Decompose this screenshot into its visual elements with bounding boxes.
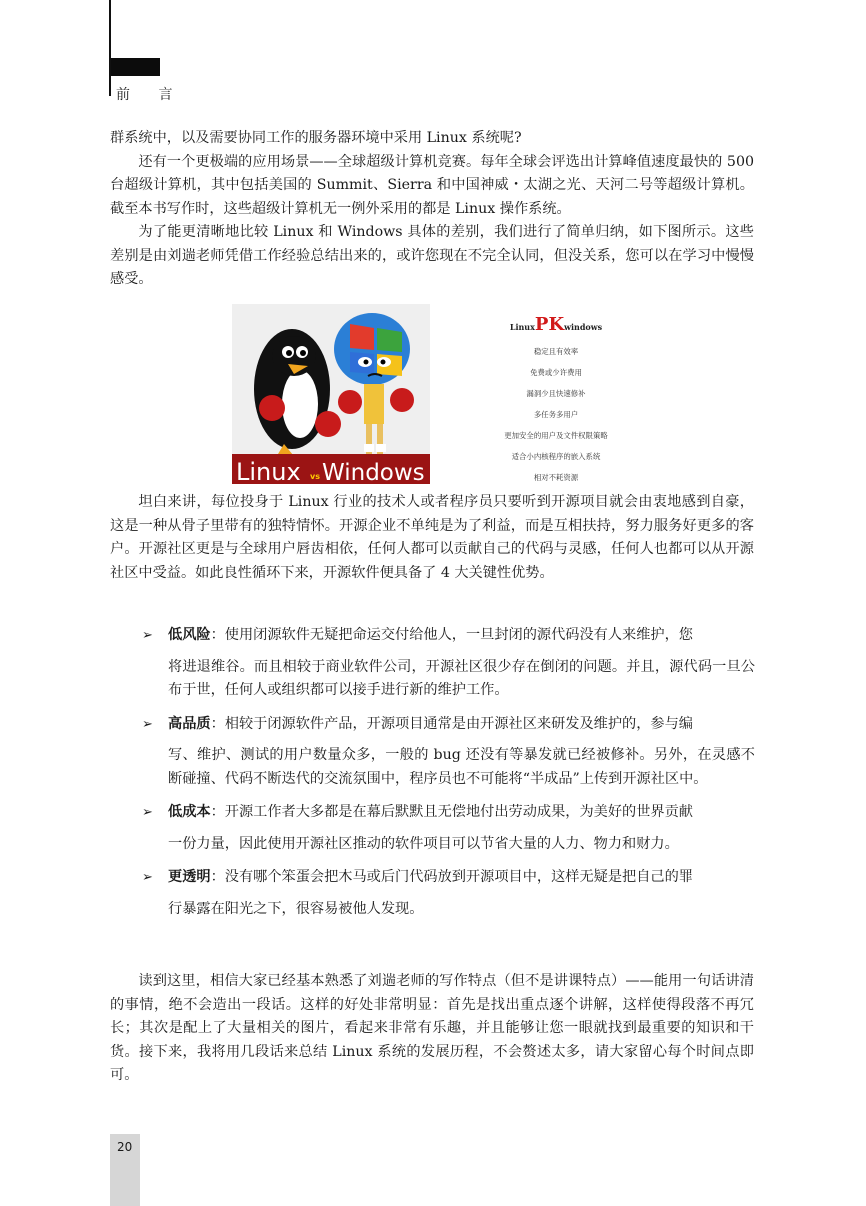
list-item-text: ：使用闭源软件无疑把命运交付给他人，一旦封闭的源代码没有人来维护，您 <box>210 627 693 643</box>
arrow-bullet-icon: ➢ <box>142 870 153 885</box>
banner-windows-text: Windows <box>322 460 425 484</box>
list-item <box>142 866 755 921</box>
linux-vs-windows-figure <box>232 304 640 486</box>
list-item-rest: 写、维护、测试的用户数量众多，一般的 bug 还没有等暴发就已经被修补。另外，在灵感不断碰撞、代码不断迭代的交流氛围中，程序员也不可能将“半成品”上传到开源社区中。 <box>168 747 755 787</box>
list-item-first-line <box>168 866 755 890</box>
paragraph: 读到这里，相信大家已经基本熟悉了刘遄老师的写作特点（但不是讲课特点）——能用一句话讲清的事情，绝不会造出一段话。这样的好处非常明显：首先是找出重点逐个讲解，这样使得段落不再冗长；其次是配上了大量相关的图片，看起来非常有乐趣，并且能够让您一眼就找到最重要的知识和干货。接下来，我将用几段话来总结 Linux 系统的发展历程，不会赘述太多，请大家留心每个时间点即可。 <box>110 973 754 1083</box>
comparison-row: 适合小内核程序的嵌入系统 <box>511 452 601 461</box>
title-pk: PK <box>534 314 565 335</box>
list-item-term: 高品质 <box>168 715 211 732</box>
comparison-row: 更加安全的用户及文件权限策略 <box>504 431 608 440</box>
page-number: 20 <box>117 1140 133 1154</box>
header-block <box>111 58 160 76</box>
list-item-first-line <box>168 801 755 825</box>
title-linux: Linux <box>509 322 535 332</box>
comparison-row: 漏洞少且快速修补 <box>526 389 586 398</box>
comparison-title <box>472 314 640 335</box>
title-windows: windows <box>564 322 603 332</box>
header-rule <box>109 0 111 96</box>
section-title: 前 言 <box>116 87 185 103</box>
list-item-term: 低成本 <box>168 804 211 820</box>
list-item-rest: 行暴露在阳光之下，很容易被他人发现。 <box>168 900 424 917</box>
list-item-rest: 一份力量，因此使用开源社区推动的软件项目可以节省大量的人力、物力和财力。 <box>168 835 679 852</box>
list-item-rest: 将进退维谷。而且相较于商业软件公司，开源社区很少存在倒闭的问题。并且，源代码一旦公布于世，任何人或组织都可以接手进行新的维护工作。 <box>168 658 755 698</box>
list-item-text: ：相较于闭源软件产品，开源项目通常是由开源社区来研发及维护的，参与编 <box>210 715 693 732</box>
comparison-row: 免费或少许费用 <box>530 368 582 377</box>
list-item-first-line <box>168 624 755 648</box>
arrow-bullet-icon: ➢ <box>142 628 153 643</box>
paragraph: 群系统中，以及需要协同工作的服务器环境中采用 Linux 系统呢? <box>110 130 522 146</box>
banner-vs-text: vs <box>310 472 320 481</box>
list-item <box>142 713 755 792</box>
list-item-term: 低风险 <box>168 627 211 643</box>
paragraph: 还有一个更极端的应用场景——全球超级计算机竞赛。每年全球会评选出计算峰值速度最快的 500 台超级计算机，其中包括美国的 Summit、Sierra 和中国神威・太湖之光、天河二号等超级计算机。截至本书写作时，这些超级计算机无一例外采用的都是 Linux 操作系统。 <box>110 153 754 217</box>
body-text-middle <box>110 491 754 585</box>
arrow-bullet-icon: ➢ <box>142 716 153 732</box>
arrow-bullet-icon: ➢ <box>142 805 153 820</box>
banner-linux-text: Linux <box>236 458 301 484</box>
boxing-cartoon-image <box>232 304 430 484</box>
comparison-row: 相对不耗资源 <box>533 473 579 482</box>
comparison-row: 稳定且有效率 <box>533 347 579 356</box>
paragraph: 为了能更清晰地比较 Linux 和 Windows 具体的差别，我们进行了简单归纳，如下图所示。这些差别是由刘遄老师凭借工作经验总结出来的，或许您现在不完全认同，但没关系，您可以在学习中慢慢感受。 <box>110 224 754 287</box>
comparison-table <box>472 304 640 484</box>
advantages-list <box>142 624 755 931</box>
body-text-top <box>110 127 754 292</box>
body-text-bottom <box>110 970 754 1088</box>
list-item <box>142 801 755 856</box>
list-item-text: ：没有哪个笨蛋会把木马或后门代码放到开源项目中，这样无疑是把自己的罪 <box>210 869 693 885</box>
list-item-term: 更透明 <box>168 869 211 885</box>
paragraph: 坦白来讲，每位投身于 Linux 行业的技术人或者程序员只要听到开源项目就会由衷地感到自豪，这是一种从骨子里带有的独特情怀。开源企业不单纯是为了利益，而是互相扶持，努力服务好更多的客户。开源社区更是与全球用户唇齿相依，任何人都可以贡献自己的代码与灵感，任何人也都可以从开源社区中受益。如此良性循环下来，开源软件便具备了 4 大关键性优势。 <box>110 494 754 581</box>
comparison-row: 多任务多用户 <box>533 410 579 419</box>
list-item-text: ：开源工作者大多都是在幕后默默且无偿地付出劳动成果，为美好的世界贡献 <box>210 804 693 820</box>
list-item <box>142 624 755 703</box>
list-item-first-line <box>168 713 755 737</box>
cartoon-illustration <box>232 304 430 484</box>
